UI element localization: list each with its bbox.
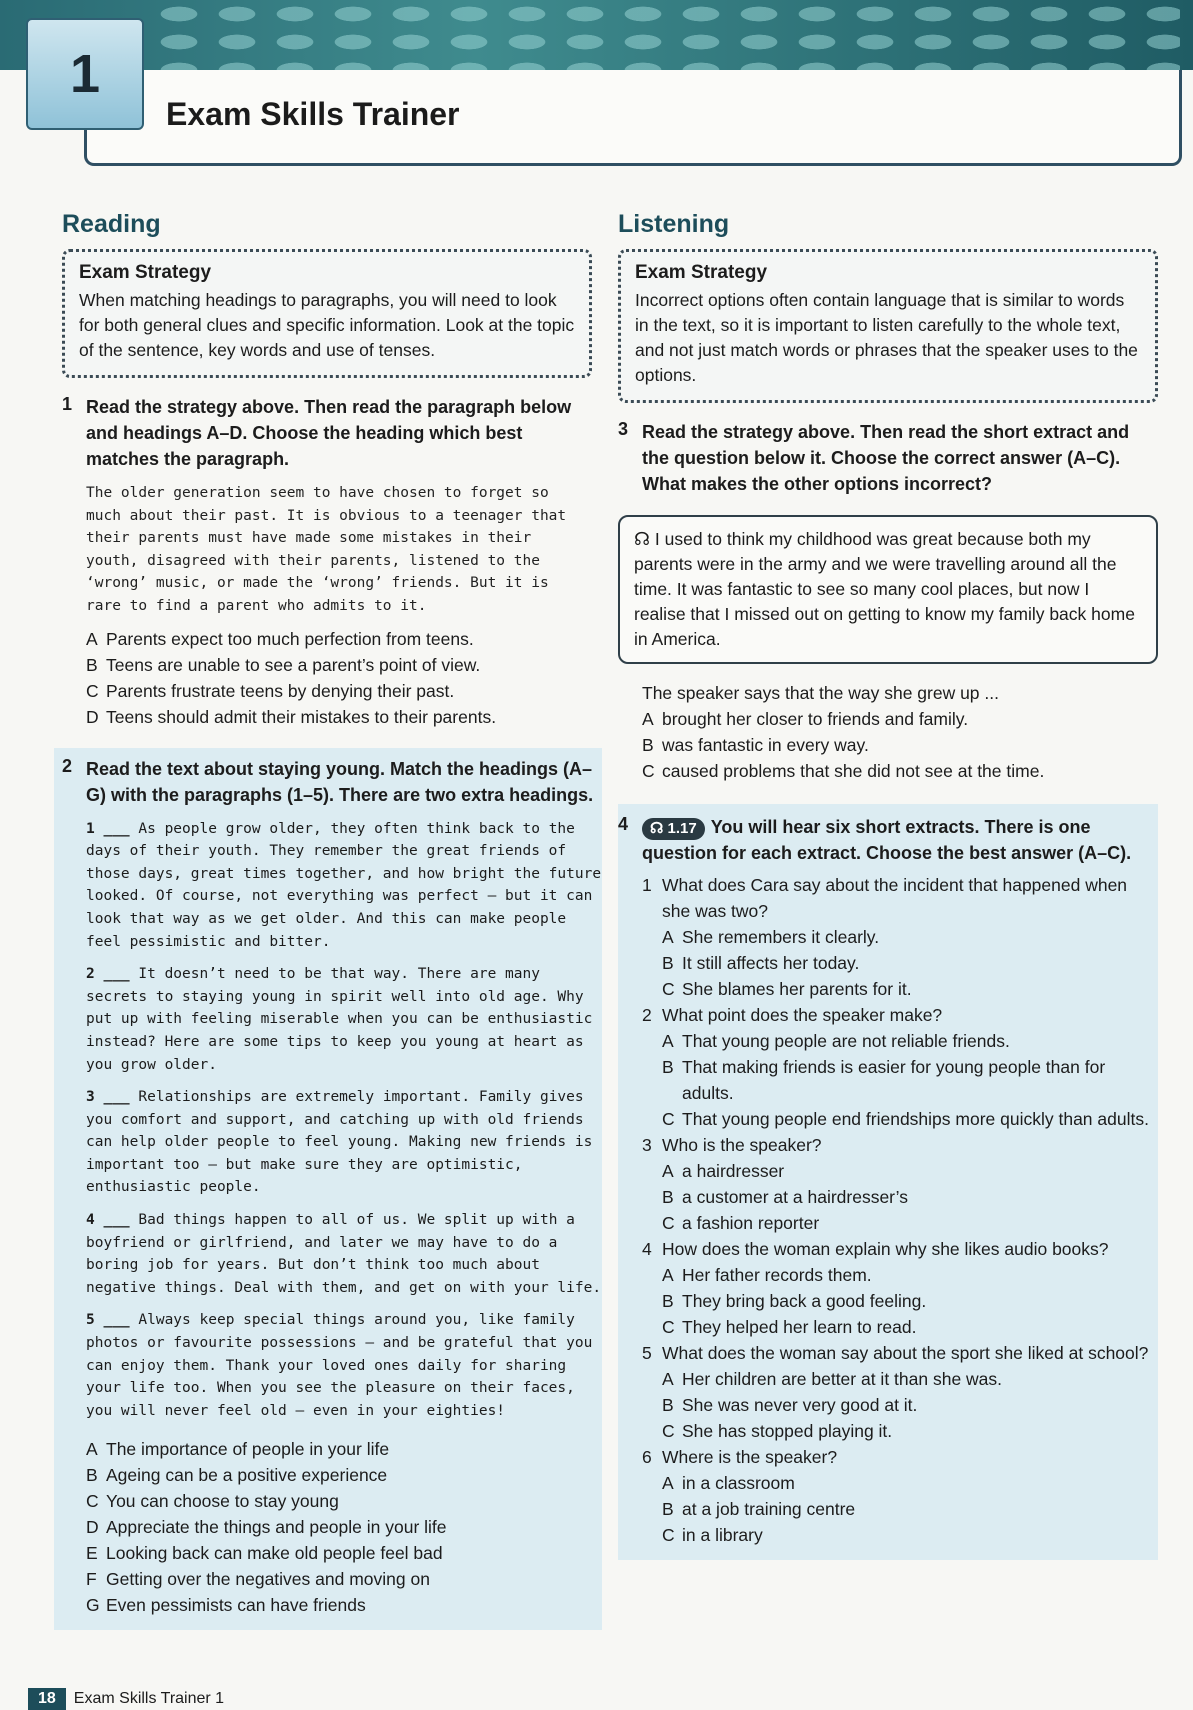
listening-strategy-box [618,249,1158,403]
question: 6 Where is the speaker? A in a classroom B at a job training centre C in a library [642,1447,856,1545]
task-instruction: Read the strategy above. Then read the paragraph below and headings A–D. Choose the heading which best matches the paragraph. [86,397,572,469]
strategy-text: When matching headings to paragraphs, you will need to look for both general clues and specific information. Look at the topic of the sentence, key words and use of tenses. [79,290,575,360]
task-3 [618,419,1158,497]
text-paragraph: 4 ___ Bad things happen to all of us. We split up with a boyfriend or girlfriend, and later we may have to do a boring job for years. But don’t think too much about negative things. Deal with them, and get on with your life. [86,1212,602,1296]
task3-stem: The speaker says that the way she grew up ... [642,683,999,703]
heading-option: C You can choose to stay young [86,1491,339,1512]
option: A brought her closer to friends and family. [642,709,969,729]
text-paragraph: 5 ___ Always keep special things around you, like family photos or favourite possessions – and be grateful that you can enjoy them. Thank your loved ones daily for sharing your life too. When you see the pleasure on their faces, you will never feel old – even in your eighties! [86,1312,593,1419]
text-paragraph: 3 ___ Relationships are extremely important. Family gives you comfort and support, and catching up with old friends can help older people to feel young. Making new friends is important too – but make sure they are optimistic, enthusiastic people. [86,1089,593,1196]
page-number: 18 [28,1688,66,1710]
heading-option: E Looking back can make old people feel bad [86,1543,443,1564]
task-2 [62,756,602,808]
task-number: 2 [62,755,73,776]
option: A Parents expect too much perfection from teens. [86,628,474,649]
task1-options [86,626,592,730]
task2-headings [86,1436,602,1618]
task-instruction: Read the strategy above. Then read the short extract and the question below it. Choose the correct answer (A–C). What makes the other options incorrect? [642,422,1130,494]
audio-track-badge[interactable]: ☊ 1.17 [642,818,705,840]
reading-strategy-box [62,249,592,378]
heading-option: A The importance of people in your life [86,1439,390,1460]
task-instruction: Read the text about staying young. Match the headings (A–G) with the paragraphs (1–5). There are two extra headings. [86,758,594,805]
headphones-icon: ☊ [634,529,650,549]
listening-column [618,210,1158,1560]
text-paragraph: 2 ___ It doesn’t need to be that way. There are many secrets to staying young in spirit well into old age. Why put up with feeling miserable when you can be enthusiastic instead? Here are some tips to keep you young at heart as you grow older. [86,966,593,1073]
extract-text: I used to think my childhood was great because both my parents were in the army and we were travelling around all the time. It was fantastic to see so many cool places, but now I realise that I missed out on getting to know my family back home in America. [634,529,1135,649]
header-band [0,0,1193,70]
option: C Parents frustrate teens by denying their past. [86,680,455,701]
task-2-panel [54,748,602,1631]
task3-options [642,706,1158,784]
task-number: 1 [62,394,73,414]
option: B was fantastic in every way. [642,735,869,755]
reading-heading: Reading [62,210,161,238]
page-title: Exam Skills Trainer [166,96,460,132]
task1-paragraph: The older generation seem to have chosen to forget so much about their past. It is obvious to a teenager that their parents must have made some mistakes in their youth, disagreed with their parents, listened to the ‘wrong’ music, or made the ‘wrong’ friends. But it is rare to find a parent who admits to it. [86,485,567,614]
heading-option: D Appreciate the things and people in your life [86,1517,447,1538]
footer-label: Exam Skills Trainer 1 [73,1690,225,1707]
reading-column [62,210,602,1630]
question: 2 What point does the speaker make? A That young people are not reliable friends. B That making friends is easier for young people than for adults. C That young people end friendships more quickly than adults. [642,1005,1149,1129]
heading-option: B Ageing can be a positive experience [86,1465,388,1486]
page-footer [0,1688,300,1710]
task-instruction: You will hear six short extracts. There is one question for each extract. Choose the best answer (A–C). [642,817,1132,863]
heading-option: F Getting over the negatives and moving on [86,1569,430,1590]
option: B Teens are unable to see a parent’s point of view. [86,654,481,675]
question: 4 How does the woman explain why she likes audio books? A Her father records them. B They bring back a good feeling. C They helped her learn to read. [642,1239,1109,1337]
option: C caused problems that she did not see at the time. [642,761,1045,781]
question: 5 What does the woman say about the sport she liked at school? A Her children are better at it than she was. B She was never very good at it. C She has stopped playing it. [642,1343,1149,1441]
audio-extract-box [618,515,1158,664]
question: 3 Who is the speaker? A a hairdresser B a customer at a hairdresser’s C a fashion reporter [642,1135,908,1233]
task4-questions [642,872,1150,1548]
task-number: 3 [618,419,629,439]
question: 1 What does Cara say about the incident that happened when she was two? A She remembers it clearly. B It still affects her today. C She blames her parents for it. [642,875,1128,999]
task-1 [62,394,592,472]
strategy-text: Incorrect options often contain language that is similar to words in the text, so it is important to listen carefully to the whole text, and not just match words or phrases that the speaker uses to the options. [635,290,1138,385]
strategy-title: Exam Strategy [635,262,768,283]
heading-option: G Even pessimists can have friends [86,1595,366,1616]
task-number: 4 [618,814,629,834]
listening-heading: Listening [618,210,730,238]
task-4-panel [618,804,1158,1560]
unit-badge: 1 [26,18,144,130]
task-4 [618,814,1150,866]
text-paragraph: 1 ___ As people grow older, they often think back to the days of their youth. They remember the great friends of those days, great times together, and how bright the future looked. Of course, not everything was perfect – but it can look that way as we get older. And this can make people feel pessimistic and bitter. [86,820,602,950]
strategy-title: Exam Strategy [79,262,212,283]
option: D Teens should admit their mistakes to their parents. [86,706,497,727]
